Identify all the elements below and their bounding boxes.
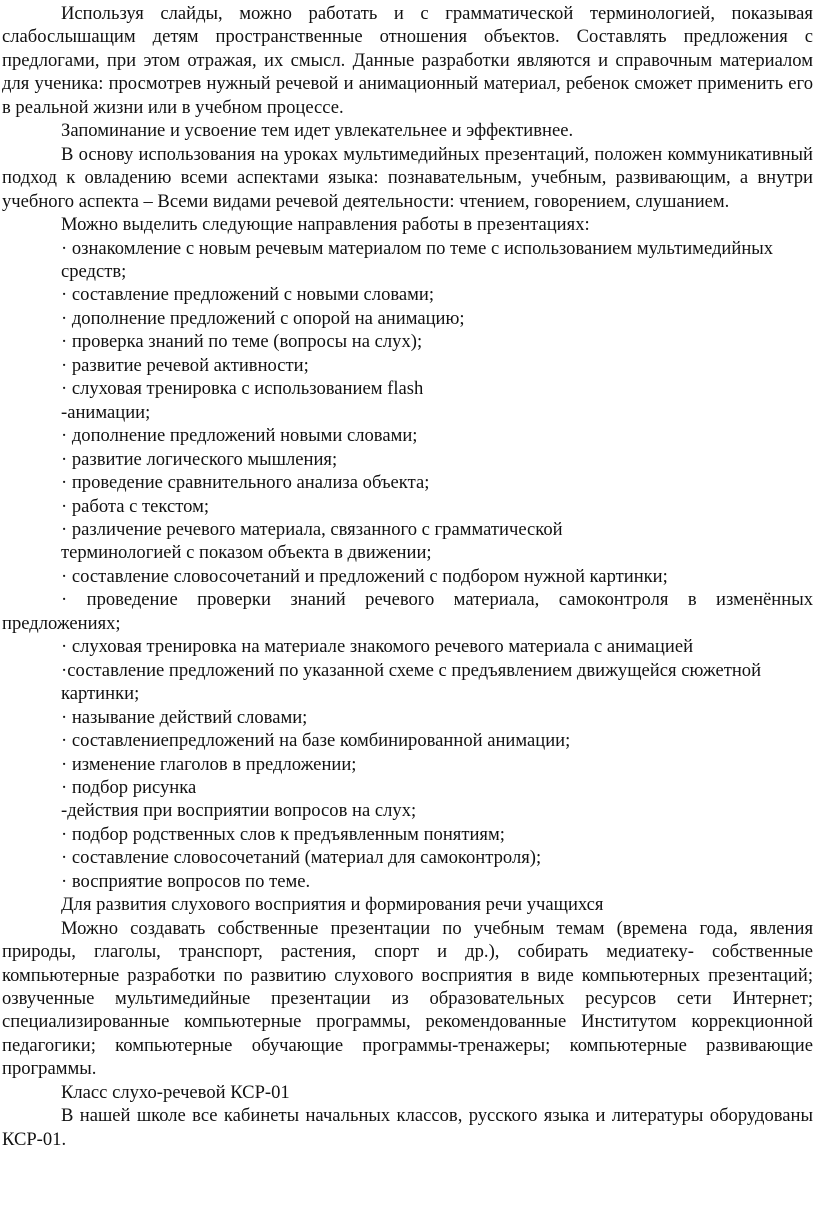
paragraph-communicative-approach: В основу использования на уроках мультимедийных презентаций, положен коммуникативный подход к овладению всеми аспектами языка: познавательным, учебным, развивающим, а внутри учебного аспекта – Всеми видами речевой деятельности: чтением, говорением, слушанием. bbox=[2, 143, 813, 212]
list-item: · слуховая тренировка с использованием flash bbox=[61, 378, 424, 400]
list-item: · составление словосочетаний (материал для самоконтроля); bbox=[61, 847, 542, 869]
list-item: · дополнение предложений с опорой на анимацию; bbox=[61, 307, 465, 329]
list-item: · развитие речевой активности; bbox=[61, 354, 309, 376]
list-item: · развитие логического мышления; bbox=[61, 448, 338, 470]
list-item: -анимации; bbox=[61, 401, 151, 423]
list-item: · дополнение предложений новыми словами; bbox=[61, 425, 418, 447]
list-item: · составление словосочетаний и предложений с подбором нужной картинки; bbox=[61, 565, 668, 587]
list-item: · проверка знаний по теме (вопросы на слух); bbox=[61, 331, 423, 353]
paragraph-school-equipment: В нашей школе все кабинеты начальных классов, русского языка и литературы оборудованы КСР-01. bbox=[2, 1105, 813, 1150]
paragraph-ksr-class: Класс слухо-речевой КСР-01 bbox=[61, 1081, 290, 1103]
list-item: · подбор родственных слов к предъявленным понятиям; bbox=[61, 823, 505, 845]
list-item: · ознакомление с новым речевым материалом по теме с использованием мультимедийных средств; bbox=[61, 237, 774, 282]
list-item: · проведение проверки знаний речевого материала, самоконтроля в изменённых предложениях; bbox=[2, 589, 813, 634]
list-item: · слуховая тренировка на материале знакомого речевого материала с анимацией bbox=[61, 636, 694, 658]
list-item: · работа с текстом; bbox=[61, 495, 210, 517]
paragraph-directions-intro: Можно выделить следующие направления работы в презентациях: bbox=[61, 214, 590, 236]
list-item: -действия при восприятии вопросов на слух; bbox=[61, 800, 417, 822]
list-item: · составление предложений с новыми словами; bbox=[61, 284, 435, 306]
paragraph-own-presentations: Можно создавать собственные презентации по учебным темам (времена года, явления природы, глаголы, транспорт, растения, спорт и др.), собирать медиатеку- собственные компьютерные разработки по развитию слухового восприятия в виде компьютерных презентаций; озвученные мультимедийные презентации из образовательных ресурсов сети Интернет; специализированные компьютерные программы, рекомендованные Институтом коррекционной педагогики; компьютерные обучающие программы-тренажеры; компьютерные развивающие программы. bbox=[2, 917, 813, 1080]
list-item: · различение речевого материала, связанного с грамматической терминологией с показом объекта в движении; bbox=[61, 518, 563, 564]
list-item: · проведение сравнительного анализа объекта; bbox=[61, 472, 430, 494]
list-item: · восприятие вопросов по теме. bbox=[61, 870, 311, 892]
paragraph-memorization: Запоминание и усвоение тем идет увлекательнее и эффективнее. bbox=[61, 120, 574, 142]
paragraph-slides-grammar: Используя слайды, можно работать и с грамматической терминологией, показывая слабослышащим детям пространственные отношения объектов. Составлять предложения с предлогами, при этом отражая, их смысл. Данные разработки являются и справочным материалом для ученика: просмотрев нужный речевой и анимационный материал, ребенок сможет применить его в реальной жизни или в учебном процессе. bbox=[2, 3, 813, 118]
list-item: · подбор рисунка bbox=[61, 776, 197, 798]
list-item: · составлениепредложений на базе комбинированной анимации; bbox=[61, 730, 571, 752]
paragraph-hearing-development: Для развития слухового восприятия и формирования речи учащихся bbox=[61, 894, 604, 916]
list-item: · изменение глаголов в предложении; bbox=[61, 753, 357, 775]
list-item: · называние действий словами; bbox=[61, 706, 308, 728]
directions-list bbox=[2, 237, 813, 894]
list-item: ·составление предложений по указанной схеме с предъявлением движущейся сюжетной картинки; bbox=[61, 659, 762, 705]
